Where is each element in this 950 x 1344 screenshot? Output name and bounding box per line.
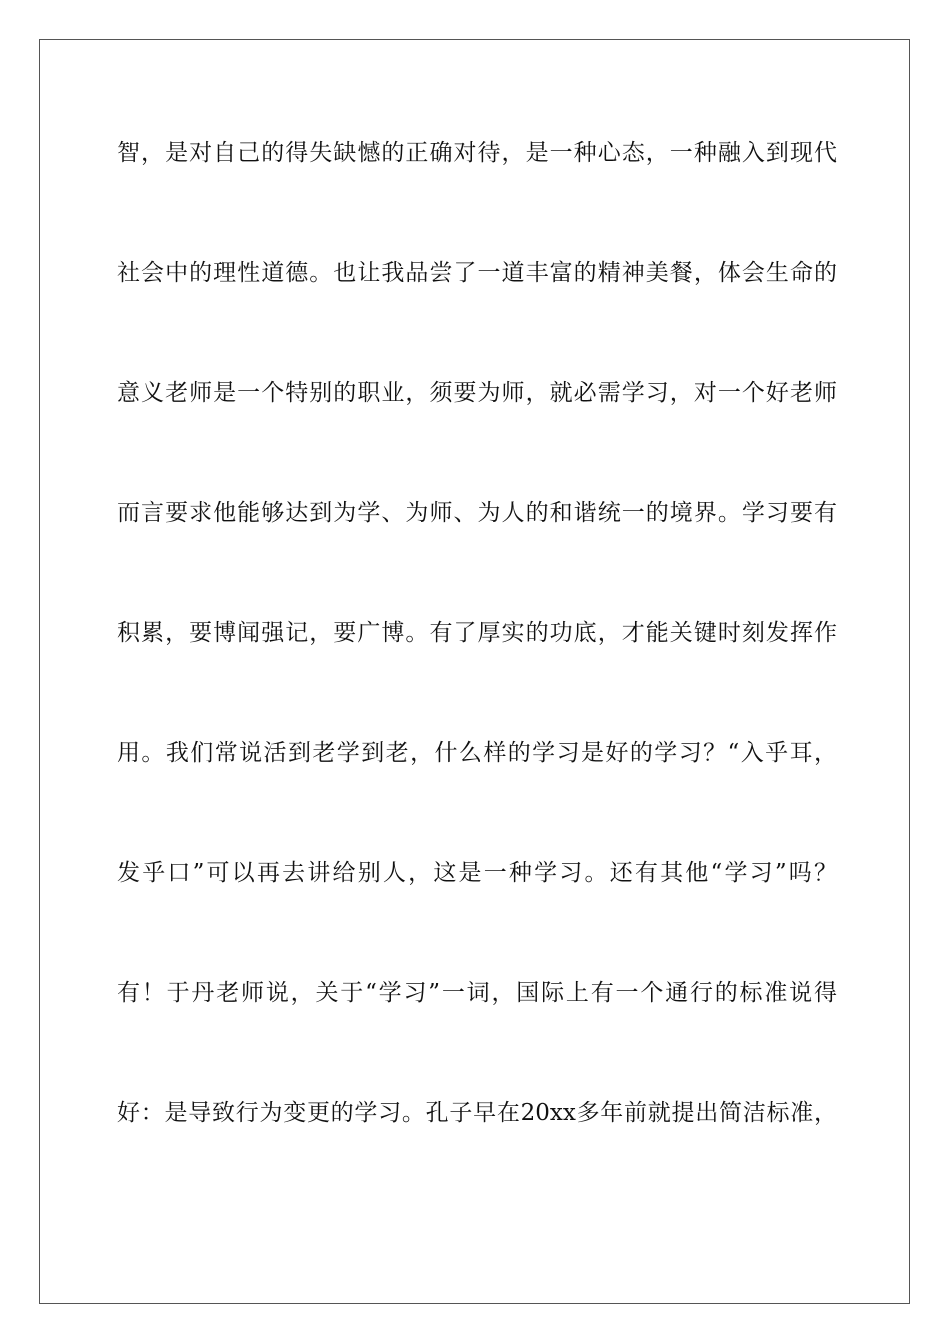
text-line-1: 智，是对自己的得失缺憾的正确对待，是一种心态，一种融入到现代: [117, 140, 837, 166]
text-line-4: 而言要求他能够达到为学、为师、为人的和谐统一的境界。学习要有: [117, 500, 837, 526]
text-line-8: 有！于丹老师说，关于“学习”一词，国际上有一个通行的标准说得: [117, 980, 837, 1006]
text-line-9: 好：是导致行为变更的学习。孔子早在20xx多年前就提出简洁标准，: [117, 1100, 837, 1126]
text-line-2: 社会中的理性道德。也让我品尝了一道丰富的精神美餐，体会生命的: [117, 260, 837, 286]
document-body: [117, 130, 837, 1210]
text-line-7: 发乎口”可以再去讲给别人，这是一种学习。还有其他“学习”吗？: [117, 860, 837, 886]
text-line-5: 积累，要博闻强记，要广博。有了厚实的功底，才能关键时刻发挥作: [117, 620, 837, 646]
text-line-3: 意义老师是一个特别的职业，须要为师，就必需学习，对一个好老师: [117, 380, 837, 406]
text-line-6: 用。我们常说活到老学到老，什么样的学习是好的学习？“入乎耳，: [117, 740, 837, 766]
